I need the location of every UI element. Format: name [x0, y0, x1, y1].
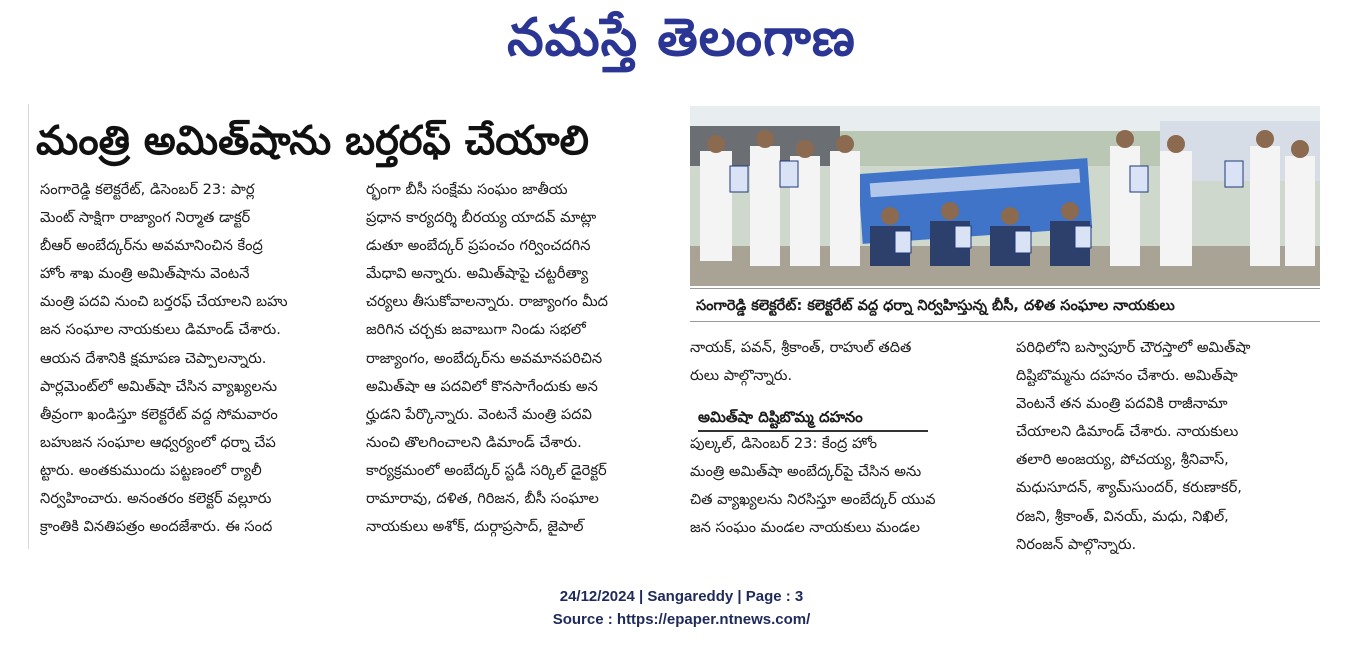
article-line: సంగారెడ్డి కలెక్టరేట్, డిసెంబర్ 23: పార్ల [40, 181, 255, 198]
article-line: జరిగిన చర్చకు జవాబుగా నిండు సభలో [366, 321, 586, 339]
article-column-3-continued [690, 430, 1000, 542]
article-line: జన సంఘం మండల నాయకులు మండల [690, 519, 920, 537]
article-line: నాయక్, పవన్, శ్రీకాంత్, రాహుల్ తదిత [690, 339, 912, 356]
article-line: ర్భంగా బీసీ సంక్షేమ సంఘం జాతీయ [366, 181, 568, 198]
article-subheading: అమిత్‌షా దిష్టిబొమ్మ దహనం [698, 404, 928, 432]
article-line: ట్టారు. అంతకుముందు పట్టణంలో ర్యాలీ [40, 461, 262, 479]
article-line: చిత వ్యాఖ్యలను నిరసిస్తూ అంబేద్కర్ యువ [690, 491, 936, 509]
article-line: నిరంజన్ పాల్గొన్నారు. [1016, 535, 1137, 553]
article-line: పార్లమెంట్‌లో అమిత్‌షా చేసిన వ్యాఖ్యలను [40, 377, 277, 395]
article-line: రులు పాల్గొన్నారు. [690, 367, 793, 385]
article-line: కార్యక్రమంలో అంబేద్కర్ స్టడీ సర్కిల్ డైరెక్టర్ [366, 461, 607, 479]
article-line: డుతూ అంబేద్కర్ ప్రపంచం గర్వించదగిన [366, 237, 591, 255]
footer-source-line: Source : https://epaper.ntnews.com/ [552, 611, 811, 628]
article-line: ప్రధాన కార్యదర్శి బీరయ్య యాదవ్ మాట్లా [366, 209, 597, 227]
article-line: రామారావు, దళిత, గిరిజన, బీసీ సంఘాల [366, 490, 599, 508]
article-line: జన సంఘాల నాయకులు డిమాండ్ చేశారు. [40, 321, 281, 339]
article-line: బీఆర్ అంబేద్కర్‌ను అవమానించిన కేంద్ర [40, 237, 263, 255]
article-line: రజని, శ్రీకాంత్, వినయ్, మధు, నిఖిల్, [1016, 507, 1229, 525]
article-line: తలారి అంజయ్య, పోచయ్య, శ్రీనివాస్, [1016, 451, 1229, 469]
news-article [28, 104, 1330, 553]
newspaper-masthead: నమస్తే తెలంగాణ [507, 8, 856, 68]
article-line: దిష్టిబొమ్మను దహనం చేశారు. అమిత్‌షా [1016, 367, 1238, 385]
column-rule [28, 104, 29, 549]
article-line: నుంచి తొలగించాలని డిమాండ్ చేశారు. [366, 433, 582, 451]
article-line: ఆయన దేశానికి క్షమాపణ చెప్పాలన్నారు. [40, 349, 267, 367]
photo-caption: సంగారెడ్డి కలెక్టరేట్: కలెక్టరేట్ వద్ద ధర్నా నిర్వహిస్తున్న బీసీ, దళిత సంఘాల నాయకులు [690, 288, 1320, 322]
article-line: వెంటనే తన మంత్రి పదవికి రాజీనామా [1016, 395, 1228, 413]
article-column-1 [40, 176, 358, 541]
article-line: మెంట్ సాక్షిగా రాజ్యాంగ నిర్మాత డాక్టర్ [40, 209, 251, 227]
article-column-4 [1016, 334, 1326, 559]
article-line: హోం శాఖ మంత్రి అమిత్‌షాను వెంటనే [40, 265, 250, 283]
article-line: తీవ్రంగా ఖండిస్తూ కలెక్టరేట్ వద్ద సోమవారం [40, 405, 278, 423]
article-line: మేధావి అన్నారు. అమిత్‌షాపై చట్టరీత్యా [366, 265, 589, 283]
article-line: క్రాంతికి వినతిపత్రం అందజేశారు. ఈ సంద [40, 518, 273, 536]
article-line: మధుసూదన్, శ్యామ్‌సుందర్, కరుణాకర్, [1016, 479, 1242, 497]
article-line: మంత్రి పదవి నుంచి బర్తరఫ్ చేయాలని బహు [40, 293, 288, 311]
article-column-3 [690, 334, 1000, 390]
article-line: పుల్కల్, డిసెంబర్ 23: కేంద్ర హోం [690, 435, 878, 452]
article-line: చేయాలని డిమాండ్ చేశారు. నాయకులు [1016, 423, 1239, 441]
protest-photo-illustration [690, 106, 1320, 286]
footer-date-line: 24/12/2024 | Sangareddy | Page : 3 [559, 588, 804, 605]
article-line: పరిధిలోని బస్వాపూర్ చౌరస్తాలో అమిత్‌షా [1016, 339, 1251, 356]
article-line: బహుజన సంఘాల ఆధ్వర్యంలో ధర్నా చేప [40, 433, 276, 451]
article-line: ర్హుడని పేర్కొన్నారు. వెంటనే మంత్రి పదవి [366, 405, 592, 423]
article-line: నాయకులు అశోక్, దుర్గాప్రసాద్, జైపాల్ [366, 518, 584, 536]
article-line: రాజ్యాంగం, అంబేద్కర్‌ను అవమానపరిచిన [366, 349, 603, 367]
article-line: అమిత్‌షా ఆ పదవిలో కొనసాగేందుకు అన [366, 377, 598, 395]
article-headline: మంత్రి అమిత్‌షాను బర్తరఫ్ చేయాలి [36, 118, 589, 164]
article-line: మంత్రి అమిత్‌షా అంబేద్కర్‌పై చేసిన అను [690, 463, 922, 481]
article-line: నిర్వహించారు. అనంతరం కలెక్టర్ వల్లూరు [40, 490, 272, 508]
protest-photo [690, 106, 1320, 286]
article-column-2 [366, 176, 684, 541]
article-line: చర్యలు తీసుకోవాలన్నారు. రాజ్యాంగం మీద [366, 293, 608, 311]
